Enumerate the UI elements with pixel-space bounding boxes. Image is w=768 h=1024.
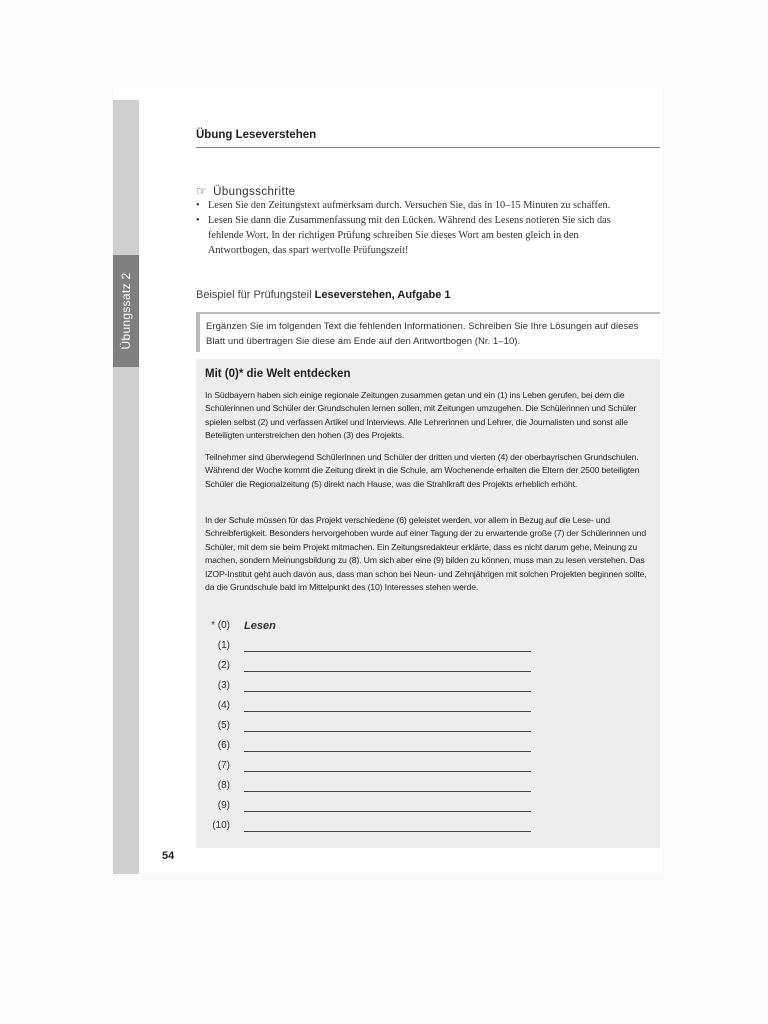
answer-blank-line[interactable] — [244, 771, 531, 772]
answer-row-7 — [196, 759, 536, 779]
side-tab-label: Übungssatz 2 — [119, 272, 133, 350]
answer-blank-line[interactable] — [244, 791, 531, 792]
answer-list — [196, 619, 536, 839]
answer-row-9 — [196, 799, 536, 819]
pointing-hand-icon: ☞ — [196, 184, 208, 198]
answer-number: (10) — [212, 820, 230, 831]
instruction-text: Ergänzen Sie im folgenden Text die fehlenden Informationen. Schreiben Sie Ihre Lösungen auf dieses Blatt und übertragen Sie diese am Ende auf den Antwortbogen (Nr. 1–10). — [206, 321, 639, 347]
side-strip — [113, 100, 139, 874]
answer-number: (5) — [217, 720, 230, 731]
answer-row-6 — [196, 739, 536, 759]
answer-blank-line[interactable] — [244, 831, 531, 832]
answer-row-5 — [196, 719, 536, 739]
steps-list — [196, 198, 642, 258]
exercise-paragraph: In Südbayern haben sich einige regionale Zeitungen zusammen getan und ein (1) ins Leben gerufen, bei dem die Schülerinnen und Schüler der Grundschulen lernen sollen, mit Zeitungen umzugehen. Die Schülerinnen und Schüler spielen selbst (2) und verfassen Artikel und Interviews. Alle Lehrerinnen und Lehrer, die Journalisten und sonst alle Beteiligten unterstreichen den hohen (3) des Projekts. — [205, 390, 637, 441]
answer-blank-line[interactable] — [244, 711, 531, 712]
answer-row-4 — [196, 699, 536, 719]
answer-number: (8) — [217, 780, 230, 791]
example-task: Leseverstehen, Aufgabe 1 — [314, 289, 451, 301]
answer-number: (6) — [217, 740, 230, 751]
exercise-paragraph: Teilnehmer sind überwiegend Schülerinnen und Schüler der dritten und vierten (4) der oberbayrischen Grundschulen. Während der Woche kommt die Zeitung direkt in die Schule, am Wochenende erhalten die Eltern der 2500 beteiligten Schüler die Regionalzeitung (5) direkt nach Hause, was die Strahlkraft des Projekts erheblich erhöht. — [205, 452, 640, 489]
answer-row-1 — [196, 639, 536, 659]
exercise-paragraph: In der Schule müssen für das Projekt verschiedene (6) geleistet werden, vor allem in Bezug auf die Lese- und Schreibfertigkeit. Besonders hervorgehoben wurde auf einer Tagung der zu erwartende große (7) der Schülerinnen und Schüler, mit dem sie beim Projekt mitmachen. Ein Zeitungsredakteur erklärte, dass es nicht darum gehe, Meinung zu machen, sondern Meinungsbildung zu (8). Um sich aber eine (9) bilden zu können, muss man zu lesen verstehen. Das IZOP-Institut geht auch davon aus, dass man schon bei Neun- und Zehnjährigen mit solchen Projekten beginnen sollte, da die Grundschule bald im Mittelpunkt des (10) Interesses stehen werde. — [205, 515, 647, 593]
page-number: 54 — [162, 850, 175, 862]
example-heading — [196, 289, 451, 301]
answer-blank-line[interactable] — [244, 731, 531, 732]
steps-heading — [196, 184, 295, 198]
answer-number: (4) — [217, 700, 230, 711]
page-header-title: Übung Leseverstehen — [196, 129, 317, 141]
exercise-title: Mit (0)* die Welt entdecken — [205, 368, 351, 380]
answer-blank-line[interactable] — [244, 671, 531, 672]
answer-number: (7) — [217, 760, 230, 771]
answer-blank-line[interactable] — [244, 811, 531, 812]
answer-number: (3) — [217, 680, 230, 691]
answer-number: (1) — [217, 640, 230, 651]
answer-number: (9) — [217, 800, 230, 811]
list-item: • Lesen Sie den Zeitungstext aufmerksam durch. Versuchen Sie, das in 10–15 Minuten zu schaffen. — [196, 198, 642, 213]
answer-row-2 — [196, 659, 536, 679]
header-divider — [196, 147, 660, 148]
answer-row-0 — [196, 619, 536, 639]
answer-number: (2) — [217, 660, 230, 671]
answer-number: * (0) — [211, 620, 230, 631]
list-item: • Lesen Sie dann die Zusammenfassung mit den Lücken. Während des Lesens notieren Sie sich das fehlende Wort. In der richtigen Prüfung schreiben Sie dieses Wort am besten gleich in den Antwortbogen, das spart wertvolle Prüfungszeit! — [196, 213, 642, 258]
answer-blank-line[interactable] — [244, 751, 531, 752]
answer-row-8 — [196, 779, 536, 799]
answer-blank-line[interactable] — [244, 651, 531, 652]
answer-row-3 — [196, 679, 536, 699]
steps-title: Übungsschritte — [213, 186, 296, 198]
answer-row-10 — [196, 819, 536, 839]
answer-blank-line[interactable] — [244, 691, 531, 692]
example-prefix: Beispiel für Prüfungsteil — [196, 289, 312, 301]
answer-example-value: Lesen — [244, 620, 276, 632]
